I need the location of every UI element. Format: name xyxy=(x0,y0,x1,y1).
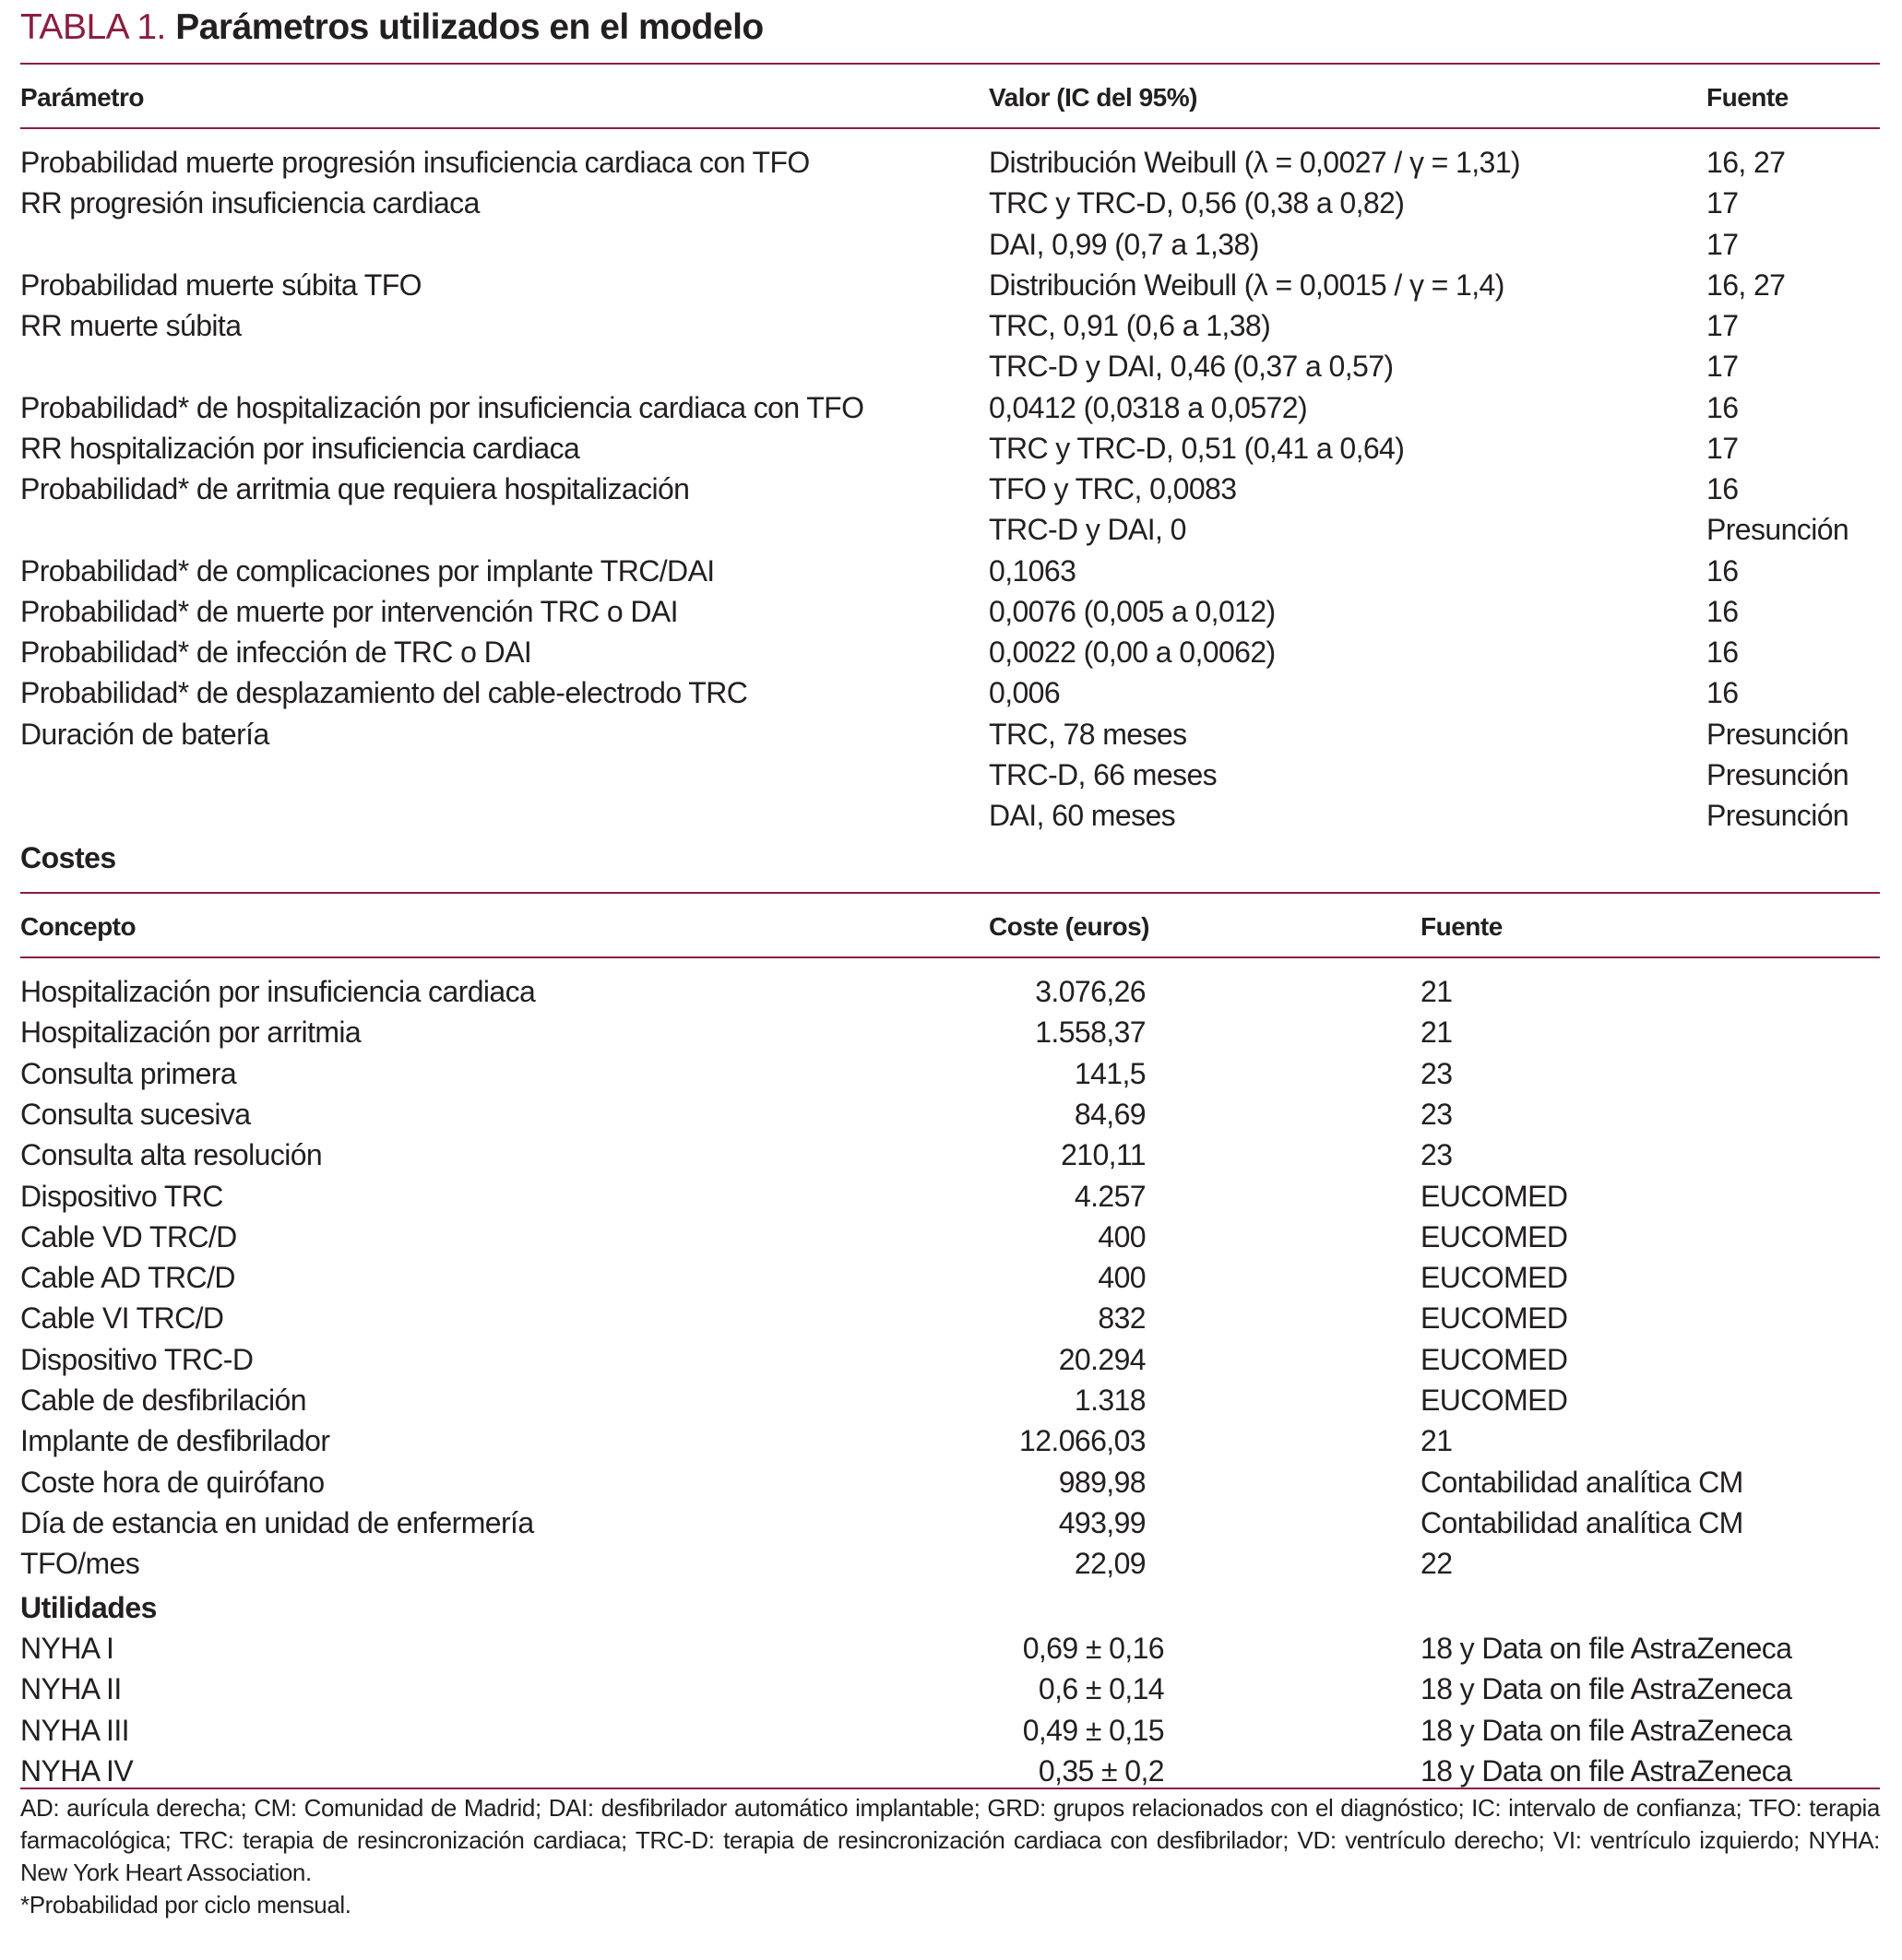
table-cell: RR progresión insuficiencia cardiaca xyxy=(20,186,480,220)
table-row xyxy=(20,1257,1880,1298)
table-row xyxy=(20,1503,1880,1543)
table-cell: 0,35 ± 0,2 xyxy=(1038,1753,1164,1788)
table-cell: 16, 27 xyxy=(1706,146,1786,179)
table-row xyxy=(20,1339,1880,1380)
table-row xyxy=(20,591,1880,632)
probability-note: *Probabilidad por ciclo mensual. xyxy=(20,1891,351,1918)
table-cell: 16 xyxy=(1706,553,1739,588)
table-row xyxy=(20,387,1880,428)
table-row xyxy=(20,1462,1880,1503)
table-cell: Dispositivo TRC xyxy=(20,1179,223,1213)
table-cell: 400 xyxy=(1098,1261,1146,1295)
table-cell: 23 xyxy=(1421,1056,1453,1090)
table-cell: TRC-D y DAI, 0 xyxy=(989,513,1186,547)
column-header: Valor (IC del 95%) xyxy=(989,83,1197,112)
table-row xyxy=(20,1094,1880,1134)
table-cell: Probabilidad* de infección de TRC o DAI xyxy=(20,636,532,669)
table-cell: 0,0412 (0,0318 a 0,0572) xyxy=(989,390,1308,424)
parameters-header-row xyxy=(20,77,1880,118)
table-row xyxy=(20,971,1880,1012)
table-cell: 18 y Data on file AstraZeneca xyxy=(1421,1672,1792,1706)
table-row xyxy=(20,632,1880,672)
table-cell: Contabilidad analítica CM xyxy=(1421,1505,1743,1539)
table-title-text: Parámetros utilizados en el modelo xyxy=(175,7,764,47)
table-cell: 16 xyxy=(1706,636,1739,669)
table-cell: Probabilidad* de arritmia que requiera hospitalización xyxy=(20,472,690,505)
table-row xyxy=(20,1217,1880,1257)
table-cell: TRC, 0,91 (0,6 a 1,38) xyxy=(989,309,1271,342)
column-header: Fuente xyxy=(1706,83,1789,112)
table-row xyxy=(20,346,1880,386)
table-cell: 16, 27 xyxy=(1706,267,1786,302)
table-row xyxy=(20,142,1880,183)
table-cell: TFO/mes xyxy=(20,1547,140,1581)
utilities-section-title: Utilidades xyxy=(20,1591,157,1624)
table-cell: 0,69 ± 0,16 xyxy=(1022,1632,1164,1665)
table-row xyxy=(20,265,1880,305)
table-cell: NYHA II xyxy=(20,1672,122,1706)
table-cell: 17 xyxy=(1706,350,1739,384)
table-cell: NYHA IV xyxy=(20,1753,134,1788)
table-row xyxy=(20,183,1880,223)
abbreviations-note: AD: aurícula derecha; CM: Comunidad de Madrid; DAI: desfibrilador automático implantable; GRD: grupos relacionados con el diagnóstico; IC: intervalo de confianza; TFO: terapia farmacológica; TRC: terapia de resincronización cardiaca; TRC-D: terapia de resincronización cardiaca con desfibrilador; VD: ventrículo derecho; VI: ventrículo izquierdo; NYHA: New York Heart Association. xyxy=(20,1794,1880,1886)
table-cell: TRC, 78 meses xyxy=(989,717,1187,751)
table-row xyxy=(20,509,1880,550)
table-title xyxy=(20,7,764,48)
table-cell: 0,1063 xyxy=(989,553,1076,588)
table-cell: Probabilidad* de hospitalización por insuficiencia cardiaca con TFO xyxy=(20,390,864,424)
table-cell: 400 xyxy=(1098,1219,1146,1253)
table-cell: 21 xyxy=(1421,1016,1453,1050)
table-cell: Probabilidad muerte súbita TFO xyxy=(20,267,422,302)
table-row xyxy=(20,224,1880,265)
table-row xyxy=(20,1053,1880,1094)
table-cell: 832 xyxy=(1098,1301,1146,1336)
table-row xyxy=(20,469,1880,509)
table-cell: EUCOMED xyxy=(1421,1342,1568,1376)
table-cell: 16 xyxy=(1706,594,1739,628)
table-row xyxy=(20,1176,1880,1217)
table-cell: Dispositivo TRC-D xyxy=(20,1342,254,1376)
table-cell: 12.066,03 xyxy=(1019,1424,1146,1458)
table-cell: Probabilidad* de desplazamiento del cable-electrodo TRC xyxy=(20,676,748,710)
table-cell: 989,98 xyxy=(1058,1465,1146,1499)
table-cell: 20.294 xyxy=(1058,1342,1146,1376)
table-cell: RR hospitalización por insuficiencia cardiaca xyxy=(20,431,580,465)
table-cell: 21 xyxy=(1421,975,1453,1008)
table-cell: 16 xyxy=(1706,390,1739,424)
table-cell: 0,0022 (0,00 a 0,0062) xyxy=(989,636,1276,669)
table-row xyxy=(20,1751,1880,1791)
table-cell: Cable VD TRC/D xyxy=(20,1219,237,1253)
bottom-rule xyxy=(20,1788,1880,1789)
table-row xyxy=(20,714,1880,754)
table-cell: EUCOMED xyxy=(1421,1301,1568,1336)
table-cell: 210,11 xyxy=(1061,1138,1146,1172)
table-cell: Hospitalización por arritmia xyxy=(20,1016,362,1050)
table-row xyxy=(20,795,1880,836)
table-row xyxy=(20,1628,1880,1669)
table-row xyxy=(20,754,1880,795)
table-cell: 16 xyxy=(1706,472,1739,505)
top-rule xyxy=(20,63,1880,65)
costs-header-rule xyxy=(20,956,1880,958)
table-cell: 21 xyxy=(1421,1424,1453,1458)
table-row xyxy=(20,1012,1880,1052)
table-cell: Duración de batería xyxy=(20,717,269,751)
table-cell: Probabilidad* de muerte por intervención TRC o DAI xyxy=(20,594,678,628)
table-cell: EUCOMED xyxy=(1421,1384,1568,1417)
table-cell: Presunción xyxy=(1706,513,1849,547)
table-cell: NYHA I xyxy=(20,1632,114,1665)
column-header: Coste (euros) xyxy=(989,912,1149,941)
table-cell: Día de estancia en unidad de enfermería xyxy=(20,1505,534,1539)
table-cell: 0,49 ± 0,15 xyxy=(1022,1713,1164,1747)
table-row xyxy=(20,1669,1880,1709)
table-cell: 3.076,26 xyxy=(1035,975,1146,1008)
table-cell: 18 y Data on file AstraZeneca xyxy=(1421,1632,1792,1665)
costs-top-rule xyxy=(20,892,1880,894)
table-cell: Presunción xyxy=(1706,717,1849,751)
table-row xyxy=(20,672,1880,713)
column-header: Parámetro xyxy=(20,83,145,112)
table-cell: Implante de desfibrilador xyxy=(20,1424,330,1458)
table-cell: TRC-D y DAI, 0,46 (0,37 a 0,57) xyxy=(989,350,1394,384)
table-row xyxy=(20,1298,1880,1338)
table-row xyxy=(20,428,1880,469)
table-cell: Contabilidad analítica CM xyxy=(1421,1465,1743,1499)
table-cell: EUCOMED xyxy=(1421,1219,1568,1253)
table-cell: Cable AD TRC/D xyxy=(20,1261,235,1295)
header-rule xyxy=(20,127,1880,129)
table-cell: EUCOMED xyxy=(1421,1179,1568,1213)
table-row xyxy=(20,1380,1880,1420)
table-cell: 17 xyxy=(1706,309,1739,342)
table-cell: Presunción xyxy=(1706,757,1849,791)
table-cell: Coste hora de quirófano xyxy=(20,1465,325,1499)
costs-section-title: Costes xyxy=(20,841,116,874)
table-cell: 23 xyxy=(1421,1097,1453,1131)
table-row xyxy=(20,305,1880,346)
table-cell: Consulta alta resolución xyxy=(20,1138,323,1172)
table-cell: DAI, 0,99 (0,7 a 1,38) xyxy=(989,227,1259,261)
table-cell: 0,0076 (0,005 a 0,012) xyxy=(989,594,1276,628)
table-cell: 0,006 xyxy=(989,676,1061,710)
table-cell: Distribución Weibull (λ = 0,0015 / γ = 1,4) xyxy=(989,267,1504,302)
table-cell: DAI, 60 meses xyxy=(989,799,1176,832)
column-header: Concepto xyxy=(20,912,137,941)
table-cell: 22 xyxy=(1421,1547,1453,1581)
table-cell: Consulta sucesiva xyxy=(20,1097,251,1131)
table-cell: 18 y Data on file AstraZeneca xyxy=(1421,1753,1792,1788)
table-cell: TRC y TRC-D, 0,51 (0,41 a 0,64) xyxy=(989,431,1405,465)
footnotes xyxy=(20,1792,1880,1921)
table-cell: 16 xyxy=(1706,676,1739,710)
table-cell: TRC-D, 66 meses xyxy=(989,757,1218,791)
table-cell: Probabilidad* de complicaciones por implante TRC/DAI xyxy=(20,553,715,588)
table-cell: Presunción xyxy=(1706,799,1849,832)
column-header: Fuente xyxy=(1421,912,1503,941)
table-cell: Distribución Weibull (λ = 0,0027 / γ = 1,31) xyxy=(989,146,1520,179)
table-cell: 1.318 xyxy=(1074,1384,1146,1417)
table-cell: 0,6 ± 0,14 xyxy=(1038,1672,1164,1706)
table-cell: RR muerte súbita xyxy=(20,309,242,342)
table-cell: 17 xyxy=(1706,431,1739,465)
table-row xyxy=(20,1710,1880,1751)
table-row xyxy=(20,551,1880,591)
table-cell: TFO y TRC, 0,0083 xyxy=(989,472,1237,505)
table-cell: 4.257 xyxy=(1074,1179,1146,1213)
table-row xyxy=(20,1420,1880,1461)
table-cell: TRC y TRC-D, 0,56 (0,38 a 0,82) xyxy=(989,186,1405,220)
table-label: TABLA 1. xyxy=(20,7,166,47)
table-cell: 22,09 xyxy=(1074,1547,1146,1581)
table-row xyxy=(20,1543,1880,1584)
table-row xyxy=(20,1134,1880,1175)
table-cell: 17 xyxy=(1706,186,1739,220)
table-cell: Hospitalización por insuficiencia cardiaca xyxy=(20,975,536,1008)
table-cell: 17 xyxy=(1706,227,1739,261)
table-cell: NYHA III xyxy=(20,1713,129,1747)
costs-header-row xyxy=(20,907,1880,947)
table-cell: Probabilidad muerte progresión insuficiencia cardiaca con TFO xyxy=(20,146,810,179)
table-cell: EUCOMED xyxy=(1421,1261,1568,1295)
table-cell: Consulta primera xyxy=(20,1056,237,1090)
table-cell: 493,99 xyxy=(1058,1505,1146,1539)
table-cell: 1.558,37 xyxy=(1035,1016,1146,1050)
table-cell: Cable de desfibrilación xyxy=(20,1384,306,1417)
table-cell: 141,5 xyxy=(1074,1056,1146,1090)
table-cell: 23 xyxy=(1421,1138,1453,1172)
table-cell: 18 y Data on file AstraZeneca xyxy=(1421,1713,1792,1747)
table-cell: Cable VI TRC/D xyxy=(20,1301,224,1336)
table-cell: 84,69 xyxy=(1074,1097,1146,1131)
